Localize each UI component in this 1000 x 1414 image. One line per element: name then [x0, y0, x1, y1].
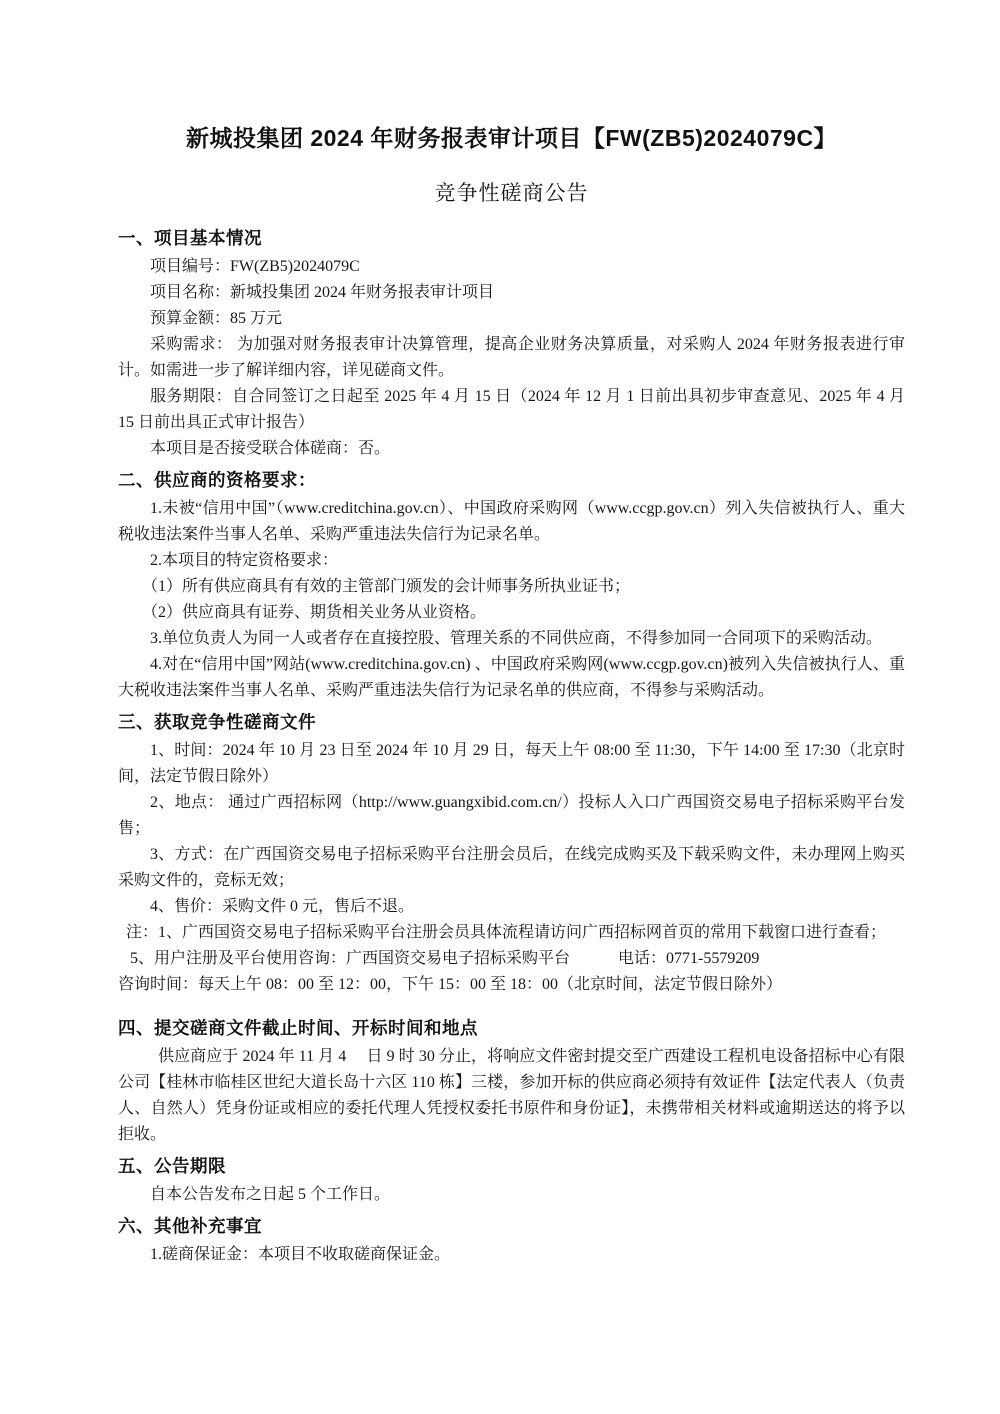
procurement-requirement: 采购需求： 为加强对财务报表审计决算管理，提高企业财务决算质量，对采购人 2024 年财务报表进行审计。如需进一步了解详细内容，详见磋商文件。 [118, 336, 905, 379]
obtain-location: 2、地点： 通过广西招标网（http://www.guangxibid.com.cn/）投标人入口广西国资交易电子招标采购平台发售； [118, 794, 905, 837]
consortium-acceptance: 本项目是否接受联合体磋商：否。 [150, 440, 391, 457]
platform-consult: 5、用户注册及平台使用咨询：广西国资交易电子招标采购平台 电话：0771-5579209 [130, 950, 760, 967]
section-supplier-qualifications [118, 468, 905, 704]
obtain-time: 1、时间：2024 年 10 月 23 日至 2024 年 10 月 29 日，每天上午 08:00 至 11:30，下午 14:00 至 17:30（北京时间，法定节假日除外） [118, 742, 905, 785]
budget-amount: 预算金额：85 万元 [150, 310, 283, 327]
section-announcement-period [118, 1154, 905, 1208]
announcement-period-text: 自本公告发布之日起 5 个工作日。 [150, 1186, 391, 1203]
qualification-item-2: 2.本项目的特定资格要求： [150, 552, 339, 569]
section-other-matters [118, 1214, 905, 1268]
service-period: 服务期限：自合同签订之日起至 2025 年 4 月 15 日（2024 年 12 月 1 日前出具初步审查意见、2025 年 4 月 15 日前出具正式审计报告） [118, 388, 905, 431]
qualification-item-2-1: （1）所有供应商具有有效的主管部门颁发的会计师事务所执业证书； [142, 578, 631, 595]
document-title: 新城投集团 2024 年财务报表审计项目【FW(ZB5)2024079C】 [185, 125, 838, 151]
section-6-heading: 六、其他补充事宜 [118, 1216, 262, 1236]
section-obtain-documents [118, 710, 905, 998]
obtain-note: 注：1、广西国资交易电子招标采购平台注册会员具体流程请访问广西招标网首页的常用下载窗口进行查看； [126, 924, 887, 941]
project-number: 项目编号：FW(ZB5)2024079C [150, 258, 360, 275]
document-subtitle: 竞争性磋商公告 [434, 181, 589, 205]
qualification-item-1: 1.未被“信用中国”（www.creditchina.gov.cn）、中国政府采购网（www.ccgp.gov.cn）列入失信被执行人、重大税收违法案件当事人名单、采购严重违法失信行为记录名单。 [118, 500, 905, 543]
section-2-heading: 二、供应商的资格要求： [118, 470, 316, 490]
section-3-heading: 三、获取竞争性磋商文件 [118, 712, 316, 732]
qualification-item-4: 4.对在“信用中国”网站(www.creditchina.gov.cn) 、中国政府采购网(www.ccgp.gov.cn)被列入失信被执行人、重大税收违法案件当事人名单、采购严重违法失信行为记录名单的供应商，不得参与采购活动。 [118, 656, 905, 699]
section-4-heading: 四、提交磋商文件截止时间、开标时间和地点 [118, 1018, 478, 1038]
consult-time: 咨询时间：每天上午 08：00 至 12：00，下午 15：00 至 18：00（北京时间，法定节假日除外） [118, 976, 783, 993]
qualification-item-2-2: （2）供应商具有证券、期货相关业务从业资格。 [142, 604, 487, 621]
submission-details: 供应商应于 2024 年 11 月 4 日 9 时 30 分止，将响应文件密封提交至广西建设工程机电设备招标中心有限公司【桂林市临桂区世纪大道长岛十六区 110 栋】三楼，参加开标的供应商必须持有效证件【法定代表人（负责人、自然人）凭身份证或相应的委托代理人凭授权委托书原件和身份证】，未携带相关材料或逾期送达的将予以拒收。 [118, 1048, 905, 1143]
section-5-heading: 五、公告期限 [118, 1156, 226, 1176]
obtain-price: 4、售价：采购文件 0 元，售后不退。 [150, 898, 415, 915]
qualification-item-3: 3.单位负责人为同一人或者存在直接控股、管理关系的不同供应商，不得参加同一合同项下的采购活动。 [150, 630, 883, 647]
project-name: 项目名称：新城投集团 2024 年财务报表审计项目 [150, 284, 495, 301]
section-project-basic-info [118, 226, 905, 462]
deposit-note: 1.磋商保证金：本项目不收取磋商保证金。 [150, 1246, 451, 1263]
obtain-method: 3、方式：在广西国资交易电子招标采购平台注册会员后，在线完成购买及下载采购文件，未办理网上购买采购文件的，竞标无效； [118, 846, 905, 889]
section-submission-deadline [118, 1016, 905, 1148]
section-1-heading: 一、项目基本情况 [118, 228, 262, 248]
